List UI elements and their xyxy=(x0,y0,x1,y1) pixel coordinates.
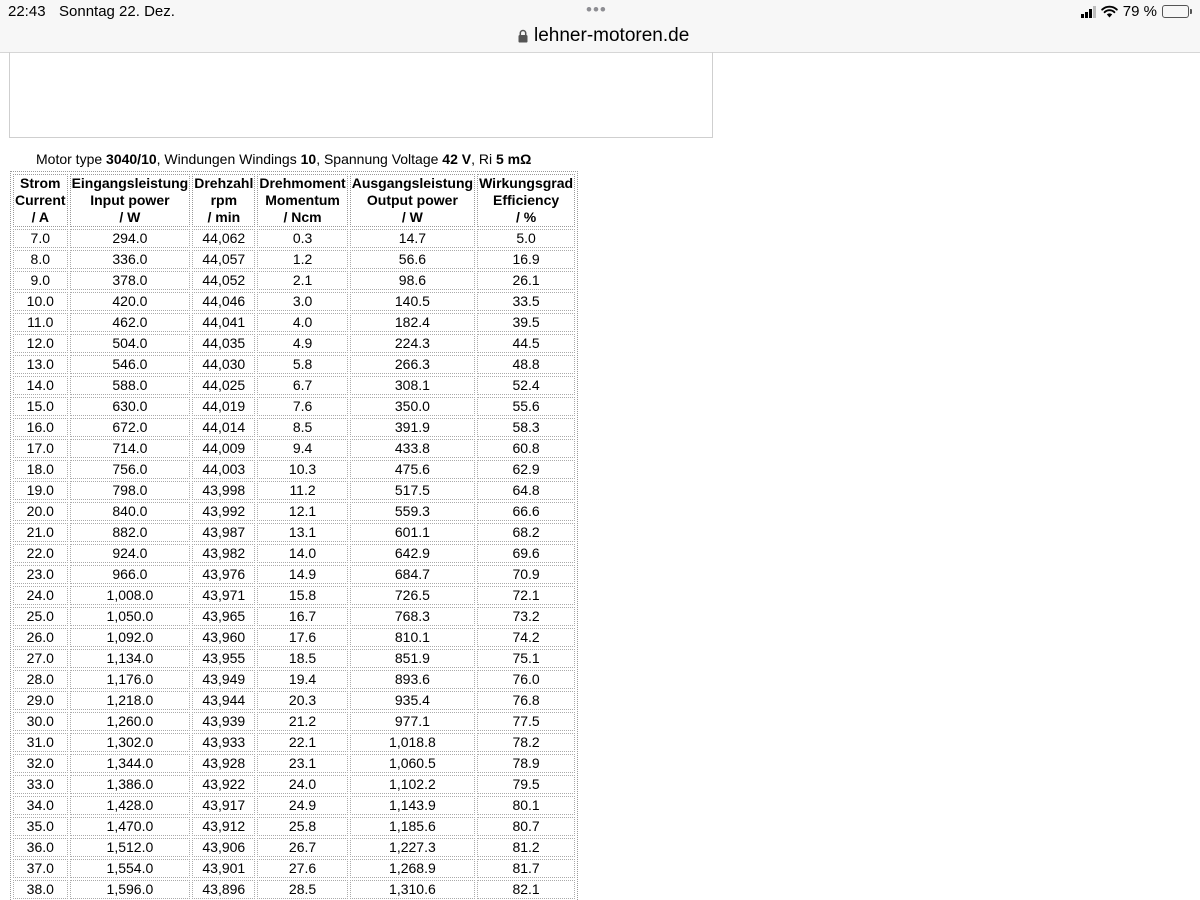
cell-input-power: 1,596.0 xyxy=(70,880,191,899)
cell-efficiency: 58.3 xyxy=(477,418,575,437)
cell-efficiency: 5.0 xyxy=(477,229,575,248)
cell-output-power: 1,185.6 xyxy=(350,817,475,836)
windings-value: 10 xyxy=(300,151,317,167)
cell-efficiency: 74.2 xyxy=(477,628,575,647)
cell-output-power: 935.4 xyxy=(350,691,475,710)
cell-momentum: 15.8 xyxy=(257,586,347,605)
cell-rpm: 43,896 xyxy=(192,880,255,899)
cell-momentum: 20.3 xyxy=(257,691,347,710)
table-row xyxy=(13,838,575,857)
url-display[interactable] xyxy=(518,25,689,47)
cell-current: 15.0 xyxy=(13,397,68,416)
wifi-icon xyxy=(1101,5,1118,18)
table-row xyxy=(13,460,575,479)
caption-prefix: Motor type xyxy=(36,151,107,167)
status-date: Sonntag 22. Dez. xyxy=(59,3,175,20)
cell-current: 24.0 xyxy=(13,586,68,605)
cell-input-power: 756.0 xyxy=(70,460,191,479)
cell-input-power: 882.0 xyxy=(70,523,191,542)
table-header-row xyxy=(13,174,575,227)
table-body xyxy=(13,229,575,899)
cell-output-power: 601.1 xyxy=(350,523,475,542)
cell-current: 38.0 xyxy=(13,880,68,899)
cell-momentum: 23.1 xyxy=(257,754,347,773)
cell-rpm: 43,965 xyxy=(192,607,255,626)
ri-label: , Ri xyxy=(471,151,496,167)
cell-rpm: 43,917 xyxy=(192,796,255,815)
cell-output-power: 1,227.3 xyxy=(350,838,475,857)
cell-current: 30.0 xyxy=(13,712,68,731)
cell-output-power: 768.3 xyxy=(350,607,475,626)
table-row xyxy=(13,481,575,500)
cell-input-power: 1,302.0 xyxy=(70,733,191,752)
cell-current: 20.0 xyxy=(13,502,68,521)
cell-rpm: 43,944 xyxy=(192,691,255,710)
cell-input-power: 504.0 xyxy=(70,334,191,353)
url-text: lehner-motoren.de xyxy=(534,25,690,46)
cell-rpm: 43,976 xyxy=(192,565,255,584)
cell-efficiency: 44.5 xyxy=(477,334,575,353)
table-row xyxy=(13,817,575,836)
table-row xyxy=(13,607,575,626)
cell-momentum: 12.1 xyxy=(257,502,347,521)
header-output-power: Ausgangsleistung Output power / W xyxy=(351,175,474,225)
cell-output-power: 1,268.9 xyxy=(350,859,475,878)
table-row xyxy=(13,670,575,689)
cell-rpm: 43,939 xyxy=(192,712,255,731)
cell-current: 17.0 xyxy=(13,439,68,458)
cell-input-power: 714.0 xyxy=(70,439,191,458)
embedded-frame xyxy=(9,52,713,138)
cell-efficiency: 70.9 xyxy=(477,565,575,584)
cell-output-power: 642.9 xyxy=(350,544,475,563)
cell-rpm: 43,971 xyxy=(192,586,255,605)
cell-input-power: 630.0 xyxy=(70,397,191,416)
table-row xyxy=(13,502,575,521)
cell-momentum: 19.4 xyxy=(257,670,347,689)
cell-efficiency: 26.1 xyxy=(477,271,575,290)
cell-output-power: 475.6 xyxy=(350,460,475,479)
cell-rpm: 43,928 xyxy=(192,754,255,773)
cell-efficiency: 64.8 xyxy=(477,481,575,500)
cell-efficiency: 80.7 xyxy=(477,817,575,836)
cell-output-power: 266.3 xyxy=(350,355,475,374)
cell-efficiency: 76.8 xyxy=(477,691,575,710)
cell-rpm: 44,009 xyxy=(192,439,255,458)
windings-label: , Windungen Windings xyxy=(156,151,301,167)
cell-efficiency: 82.1 xyxy=(477,880,575,899)
table-row xyxy=(13,733,575,752)
cell-current: 16.0 xyxy=(13,418,68,437)
status-bar xyxy=(0,0,1200,24)
status-indicators xyxy=(1081,3,1192,20)
cell-momentum: 5.8 xyxy=(257,355,347,374)
header-current: Strom Current / A xyxy=(15,175,66,225)
cell-rpm: 43,901 xyxy=(192,859,255,878)
cell-momentum: 0.3 xyxy=(257,229,347,248)
cell-current: 31.0 xyxy=(13,733,68,752)
cell-rpm: 44,014 xyxy=(192,418,255,437)
table-row xyxy=(13,523,575,542)
cell-input-power: 1,008.0 xyxy=(70,586,191,605)
cell-momentum: 14.0 xyxy=(257,544,347,563)
cell-current: 19.0 xyxy=(13,481,68,500)
cell-current: 13.0 xyxy=(13,355,68,374)
cell-current: 34.0 xyxy=(13,796,68,815)
cell-rpm: 44,003 xyxy=(192,460,255,479)
cell-current: 7.0 xyxy=(13,229,68,248)
table-row xyxy=(13,355,575,374)
cell-efficiency: 78.2 xyxy=(477,733,575,752)
motor-type: 3040/10 xyxy=(106,151,157,167)
cell-input-power: 378.0 xyxy=(70,271,191,290)
cell-output-power: 1,060.5 xyxy=(350,754,475,773)
cell-rpm: 44,019 xyxy=(192,397,255,416)
cell-efficiency: 69.6 xyxy=(477,544,575,563)
cell-output-power: 391.9 xyxy=(350,418,475,437)
cell-rpm: 44,052 xyxy=(192,271,255,290)
cell-efficiency: 52.4 xyxy=(477,376,575,395)
table-row xyxy=(13,439,575,458)
lock-icon xyxy=(518,29,528,43)
motor-data-table xyxy=(10,171,578,900)
cell-current: 29.0 xyxy=(13,691,68,710)
table-row xyxy=(13,880,575,899)
cell-output-power: 224.3 xyxy=(350,334,475,353)
cell-input-power: 294.0 xyxy=(70,229,191,248)
cell-efficiency: 75.1 xyxy=(477,649,575,668)
cell-rpm: 43,992 xyxy=(192,502,255,521)
page-content xyxy=(0,54,1200,900)
table-row xyxy=(13,796,575,815)
cell-input-power: 966.0 xyxy=(70,565,191,584)
cell-momentum: 25.8 xyxy=(257,817,347,836)
cell-momentum: 11.2 xyxy=(257,481,347,500)
cell-efficiency: 76.0 xyxy=(477,670,575,689)
cell-input-power: 1,050.0 xyxy=(70,607,191,626)
cell-efficiency: 72.1 xyxy=(477,586,575,605)
cell-input-power: 1,428.0 xyxy=(70,796,191,815)
cell-input-power: 462.0 xyxy=(70,313,191,332)
cell-output-power: 684.7 xyxy=(350,565,475,584)
cell-momentum: 2.1 xyxy=(257,271,347,290)
table-row xyxy=(13,334,575,353)
table-row xyxy=(13,775,575,794)
table-row xyxy=(13,418,575,437)
header-efficiency: Wirkungsgrad Efficiency / % xyxy=(479,175,574,225)
cell-rpm: 43,960 xyxy=(192,628,255,647)
cell-efficiency: 78.9 xyxy=(477,754,575,773)
cell-rpm: 44,046 xyxy=(192,292,255,311)
cell-momentum: 22.1 xyxy=(257,733,347,752)
header-input-power: Eingangsleistung Input power / W xyxy=(71,175,189,225)
cell-output-power: 559.3 xyxy=(350,502,475,521)
table-row xyxy=(13,691,575,710)
cell-efficiency: 39.5 xyxy=(477,313,575,332)
cell-output-power: 14.7 xyxy=(350,229,475,248)
cell-efficiency: 77.5 xyxy=(477,712,575,731)
table-row xyxy=(13,565,575,584)
cell-input-power: 1,386.0 xyxy=(70,775,191,794)
cell-momentum: 24.9 xyxy=(257,796,347,815)
cell-current: 36.0 xyxy=(13,838,68,857)
cell-efficiency: 73.2 xyxy=(477,607,575,626)
cell-rpm: 43,955 xyxy=(192,649,255,668)
table-row xyxy=(13,649,575,668)
cell-momentum: 26.7 xyxy=(257,838,347,857)
cell-momentum: 16.7 xyxy=(257,607,347,626)
cell-current: 23.0 xyxy=(13,565,68,584)
cell-momentum: 21.2 xyxy=(257,712,347,731)
table-row xyxy=(13,250,575,269)
header-rpm: Drehzahl rpm / min xyxy=(194,175,254,225)
cell-current: 28.0 xyxy=(13,670,68,689)
cell-input-power: 1,176.0 xyxy=(70,670,191,689)
cell-efficiency: 33.5 xyxy=(477,292,575,311)
motor-caption xyxy=(36,151,531,167)
cell-input-power: 1,554.0 xyxy=(70,859,191,878)
cell-current: 12.0 xyxy=(13,334,68,353)
cell-efficiency: 68.2 xyxy=(477,523,575,542)
cell-output-power: 433.8 xyxy=(350,439,475,458)
cell-current: 37.0 xyxy=(13,859,68,878)
cell-momentum: 1.2 xyxy=(257,250,347,269)
cell-input-power: 1,470.0 xyxy=(70,817,191,836)
table-row xyxy=(13,586,575,605)
cell-input-power: 840.0 xyxy=(70,502,191,521)
cell-momentum: 3.0 xyxy=(257,292,347,311)
cell-input-power: 798.0 xyxy=(70,481,191,500)
header-momentum: Drehmoment Momentum / Ncm xyxy=(259,175,346,225)
cell-input-power: 1,260.0 xyxy=(70,712,191,731)
cell-rpm: 44,030 xyxy=(192,355,255,374)
cell-efficiency: 60.8 xyxy=(477,439,575,458)
cell-input-power: 336.0 xyxy=(70,250,191,269)
cell-efficiency: 81.7 xyxy=(477,859,575,878)
cell-output-power: 56.6 xyxy=(350,250,475,269)
voltage-label: , Spannung Voltage xyxy=(316,151,443,167)
cell-current: 32.0 xyxy=(13,754,68,773)
cell-momentum: 13.1 xyxy=(257,523,347,542)
cell-input-power: 1,218.0 xyxy=(70,691,191,710)
signal-icon xyxy=(1081,6,1096,18)
cell-rpm: 43,933 xyxy=(192,733,255,752)
cell-momentum: 18.5 xyxy=(257,649,347,668)
cell-current: 10.0 xyxy=(13,292,68,311)
table-row xyxy=(13,313,575,332)
multitasking-dots[interactable]: ••• xyxy=(586,0,607,19)
cell-rpm: 43,906 xyxy=(192,838,255,857)
cell-efficiency: 79.5 xyxy=(477,775,575,794)
cell-current: 9.0 xyxy=(13,271,68,290)
table-row xyxy=(13,712,575,731)
cell-input-power: 546.0 xyxy=(70,355,191,374)
cell-current: 11.0 xyxy=(13,313,68,332)
cell-input-power: 1,134.0 xyxy=(70,649,191,668)
cell-efficiency: 62.9 xyxy=(477,460,575,479)
address-bar[interactable] xyxy=(0,24,1200,53)
cell-momentum: 6.7 xyxy=(257,376,347,395)
cell-efficiency: 66.6 xyxy=(477,502,575,521)
cell-output-power: 1,310.6 xyxy=(350,880,475,899)
cell-rpm: 43,949 xyxy=(192,670,255,689)
cell-rpm: 44,035 xyxy=(192,334,255,353)
cell-output-power: 98.6 xyxy=(350,271,475,290)
cell-rpm: 43,982 xyxy=(192,544,255,563)
table-row xyxy=(13,754,575,773)
cell-rpm: 43,987 xyxy=(192,523,255,542)
table-row xyxy=(13,628,575,647)
cell-momentum: 10.3 xyxy=(257,460,347,479)
cell-output-power: 851.9 xyxy=(350,649,475,668)
cell-output-power: 350.0 xyxy=(350,397,475,416)
cell-current: 33.0 xyxy=(13,775,68,794)
cell-momentum: 27.6 xyxy=(257,859,347,878)
table-row xyxy=(13,376,575,395)
table-row xyxy=(13,271,575,290)
voltage-value: 42 V xyxy=(442,151,472,167)
cell-efficiency: 80.1 xyxy=(477,796,575,815)
cell-current: 8.0 xyxy=(13,250,68,269)
cell-rpm: 44,062 xyxy=(192,229,255,248)
cell-current: 27.0 xyxy=(13,649,68,668)
cell-output-power: 726.5 xyxy=(350,586,475,605)
cell-rpm: 43,922 xyxy=(192,775,255,794)
cell-output-power: 308.1 xyxy=(350,376,475,395)
cell-output-power: 1,102.2 xyxy=(350,775,475,794)
cell-output-power: 517.5 xyxy=(350,481,475,500)
cell-rpm: 44,025 xyxy=(192,376,255,395)
cell-input-power: 1,512.0 xyxy=(70,838,191,857)
cell-current: 26.0 xyxy=(13,628,68,647)
battery-percent: 79 % xyxy=(1122,3,1157,20)
cell-efficiency: 55.6 xyxy=(477,397,575,416)
cell-current: 22.0 xyxy=(13,544,68,563)
cell-current: 18.0 xyxy=(13,460,68,479)
cell-input-power: 672.0 xyxy=(70,418,191,437)
table-row xyxy=(13,229,575,248)
table-row xyxy=(13,397,575,416)
cell-rpm: 44,041 xyxy=(192,313,255,332)
cell-output-power: 140.5 xyxy=(350,292,475,311)
cell-input-power: 1,344.0 xyxy=(70,754,191,773)
cell-output-power: 893.6 xyxy=(350,670,475,689)
cell-current: 25.0 xyxy=(13,607,68,626)
cell-input-power: 924.0 xyxy=(70,544,191,563)
cell-output-power: 810.1 xyxy=(350,628,475,647)
cell-current: 35.0 xyxy=(13,817,68,836)
cell-momentum: 14.9 xyxy=(257,565,347,584)
cell-efficiency: 16.9 xyxy=(477,250,575,269)
cell-output-power: 1,143.9 xyxy=(350,796,475,815)
cell-momentum: 17.6 xyxy=(257,628,347,647)
table-row xyxy=(13,859,575,878)
cell-current: 21.0 xyxy=(13,523,68,542)
cell-momentum: 4.9 xyxy=(257,334,347,353)
cell-input-power: 1,092.0 xyxy=(70,628,191,647)
cell-rpm: 43,998 xyxy=(192,481,255,500)
cell-rpm: 43,912 xyxy=(192,817,255,836)
cell-efficiency: 48.8 xyxy=(477,355,575,374)
cell-output-power: 182.4 xyxy=(350,313,475,332)
cell-input-power: 420.0 xyxy=(70,292,191,311)
cell-momentum: 28.5 xyxy=(257,880,347,899)
cell-momentum: 8.5 xyxy=(257,418,347,437)
table-row xyxy=(13,544,575,563)
table-row xyxy=(13,292,575,311)
cell-input-power: 588.0 xyxy=(70,376,191,395)
cell-momentum: 4.0 xyxy=(257,313,347,332)
status-time: 22:43 xyxy=(8,3,46,20)
cell-momentum: 9.4 xyxy=(257,439,347,458)
cell-output-power: 977.1 xyxy=(350,712,475,731)
battery-icon xyxy=(1162,5,1192,18)
cell-current: 14.0 xyxy=(13,376,68,395)
ri-value: 5 mΩ xyxy=(496,151,532,167)
cell-output-power: 1,018.8 xyxy=(350,733,475,752)
cell-rpm: 44,057 xyxy=(192,250,255,269)
cell-efficiency: 81.2 xyxy=(477,838,575,857)
cell-momentum: 7.6 xyxy=(257,397,347,416)
cell-momentum: 24.0 xyxy=(257,775,347,794)
